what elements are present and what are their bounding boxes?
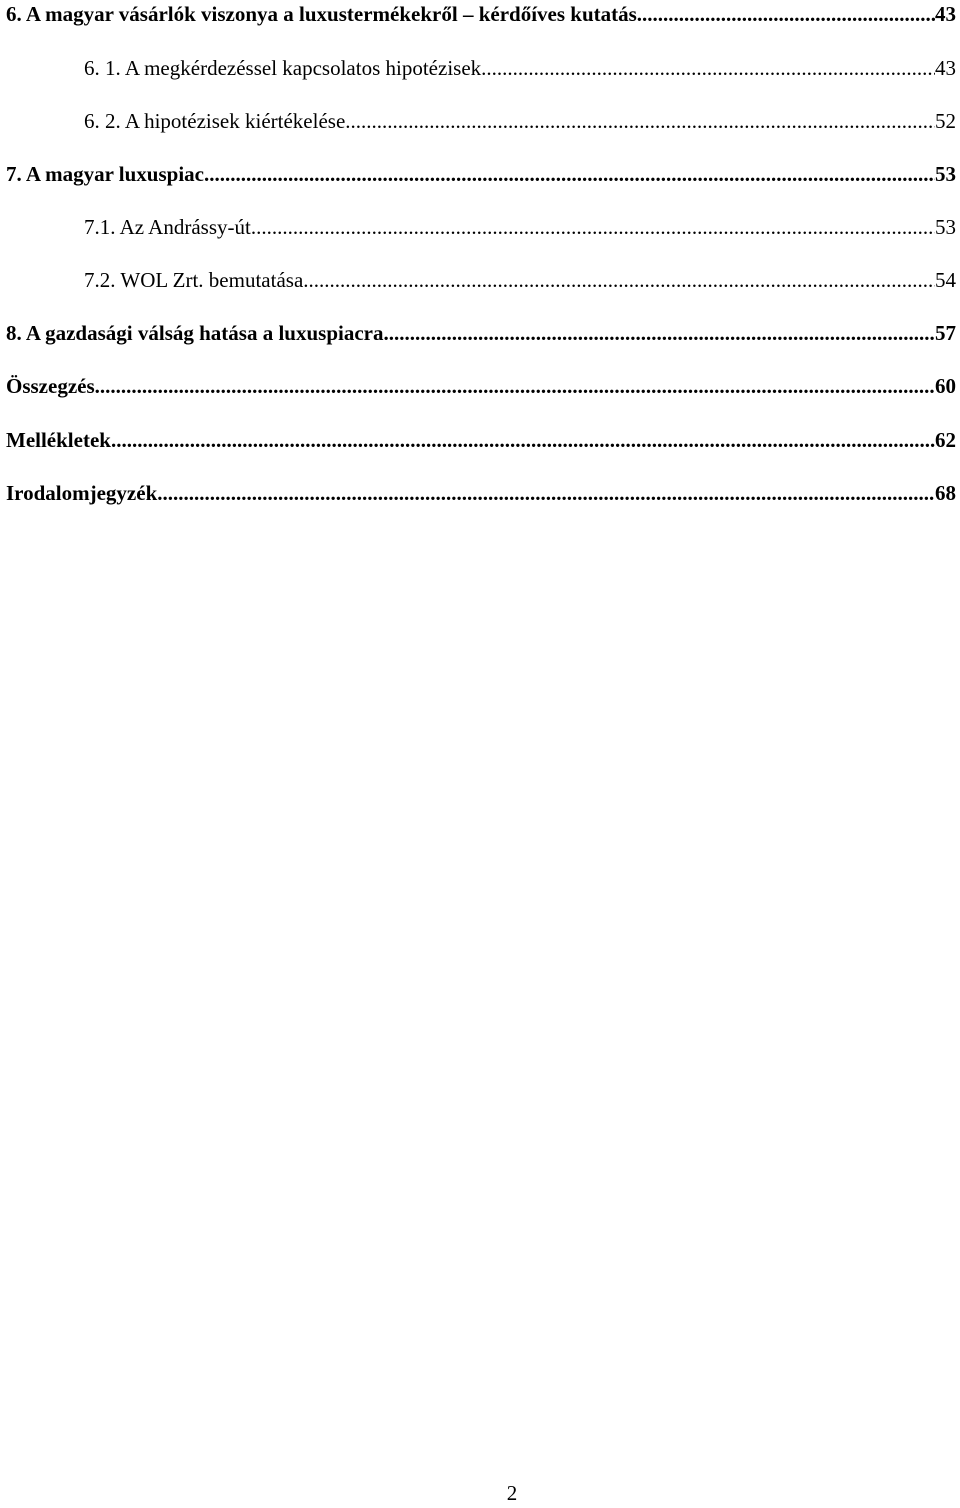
toc-entry-page: 53 [935,215,956,239]
toc-entry [6,424,956,456]
toc-dot-leader [345,105,935,137]
toc-entry [84,264,956,296]
toc-entry [84,105,956,137]
toc-entry [6,477,956,509]
toc-entry-title: 7.2. WOL Zrt. bemutatása [84,268,304,292]
toc-entry-page: 43 [935,2,956,26]
toc-entry-title: 8. A gazdasági válság hatása a luxuspiacra [6,321,384,345]
toc-entry-title: 7. A magyar luxuspiac [6,162,204,186]
toc-entry-title: Mellékletek [6,428,111,452]
toc-dot-leader [111,424,935,456]
toc-entry [6,317,956,349]
toc-dot-leader [637,0,935,30]
toc-entry-page: 60 [935,374,956,398]
toc-entry-page: 57 [935,321,956,345]
toc-entry-page: 62 [935,428,956,452]
toc-dot-leader [157,477,935,509]
toc-entry [84,211,956,243]
toc-dot-leader [251,211,935,243]
toc-entry-page: 68 [935,481,956,505]
page-number: 2 [506,1481,518,1505]
toc-entry [84,52,956,84]
toc-dot-leader [303,264,935,296]
toc-entry [6,370,956,402]
toc-entry-page: 52 [935,109,956,133]
toc-entry [6,158,956,190]
toc-entry-title: Irodalomjegyzék [6,481,158,505]
toc-dot-leader [204,158,935,190]
toc-entry [6,0,956,30]
toc-entry-title: 7.1. Az Andrássy-út [84,215,251,239]
toc-entry-page: 43 [935,56,956,80]
toc-entry-title: Összegzés [6,374,95,398]
toc-entry-title: 6. A magyar vásárlók viszonya a luxustermékekről – kérdőíves kutatás [6,2,637,26]
toc-dot-leader [383,317,935,349]
toc-dot-leader [481,52,935,84]
toc-dot-leader [95,370,935,402]
toc-entry-title: 6. 2. A hipotézisek kiértékelése [84,109,346,133]
toc-entry-page: 53 [935,162,956,186]
toc-entry-title: 6. 1. A megkérdezéssel kapcsolatos hipotézisek [84,56,482,80]
toc-entry-page: 54 [935,268,956,292]
